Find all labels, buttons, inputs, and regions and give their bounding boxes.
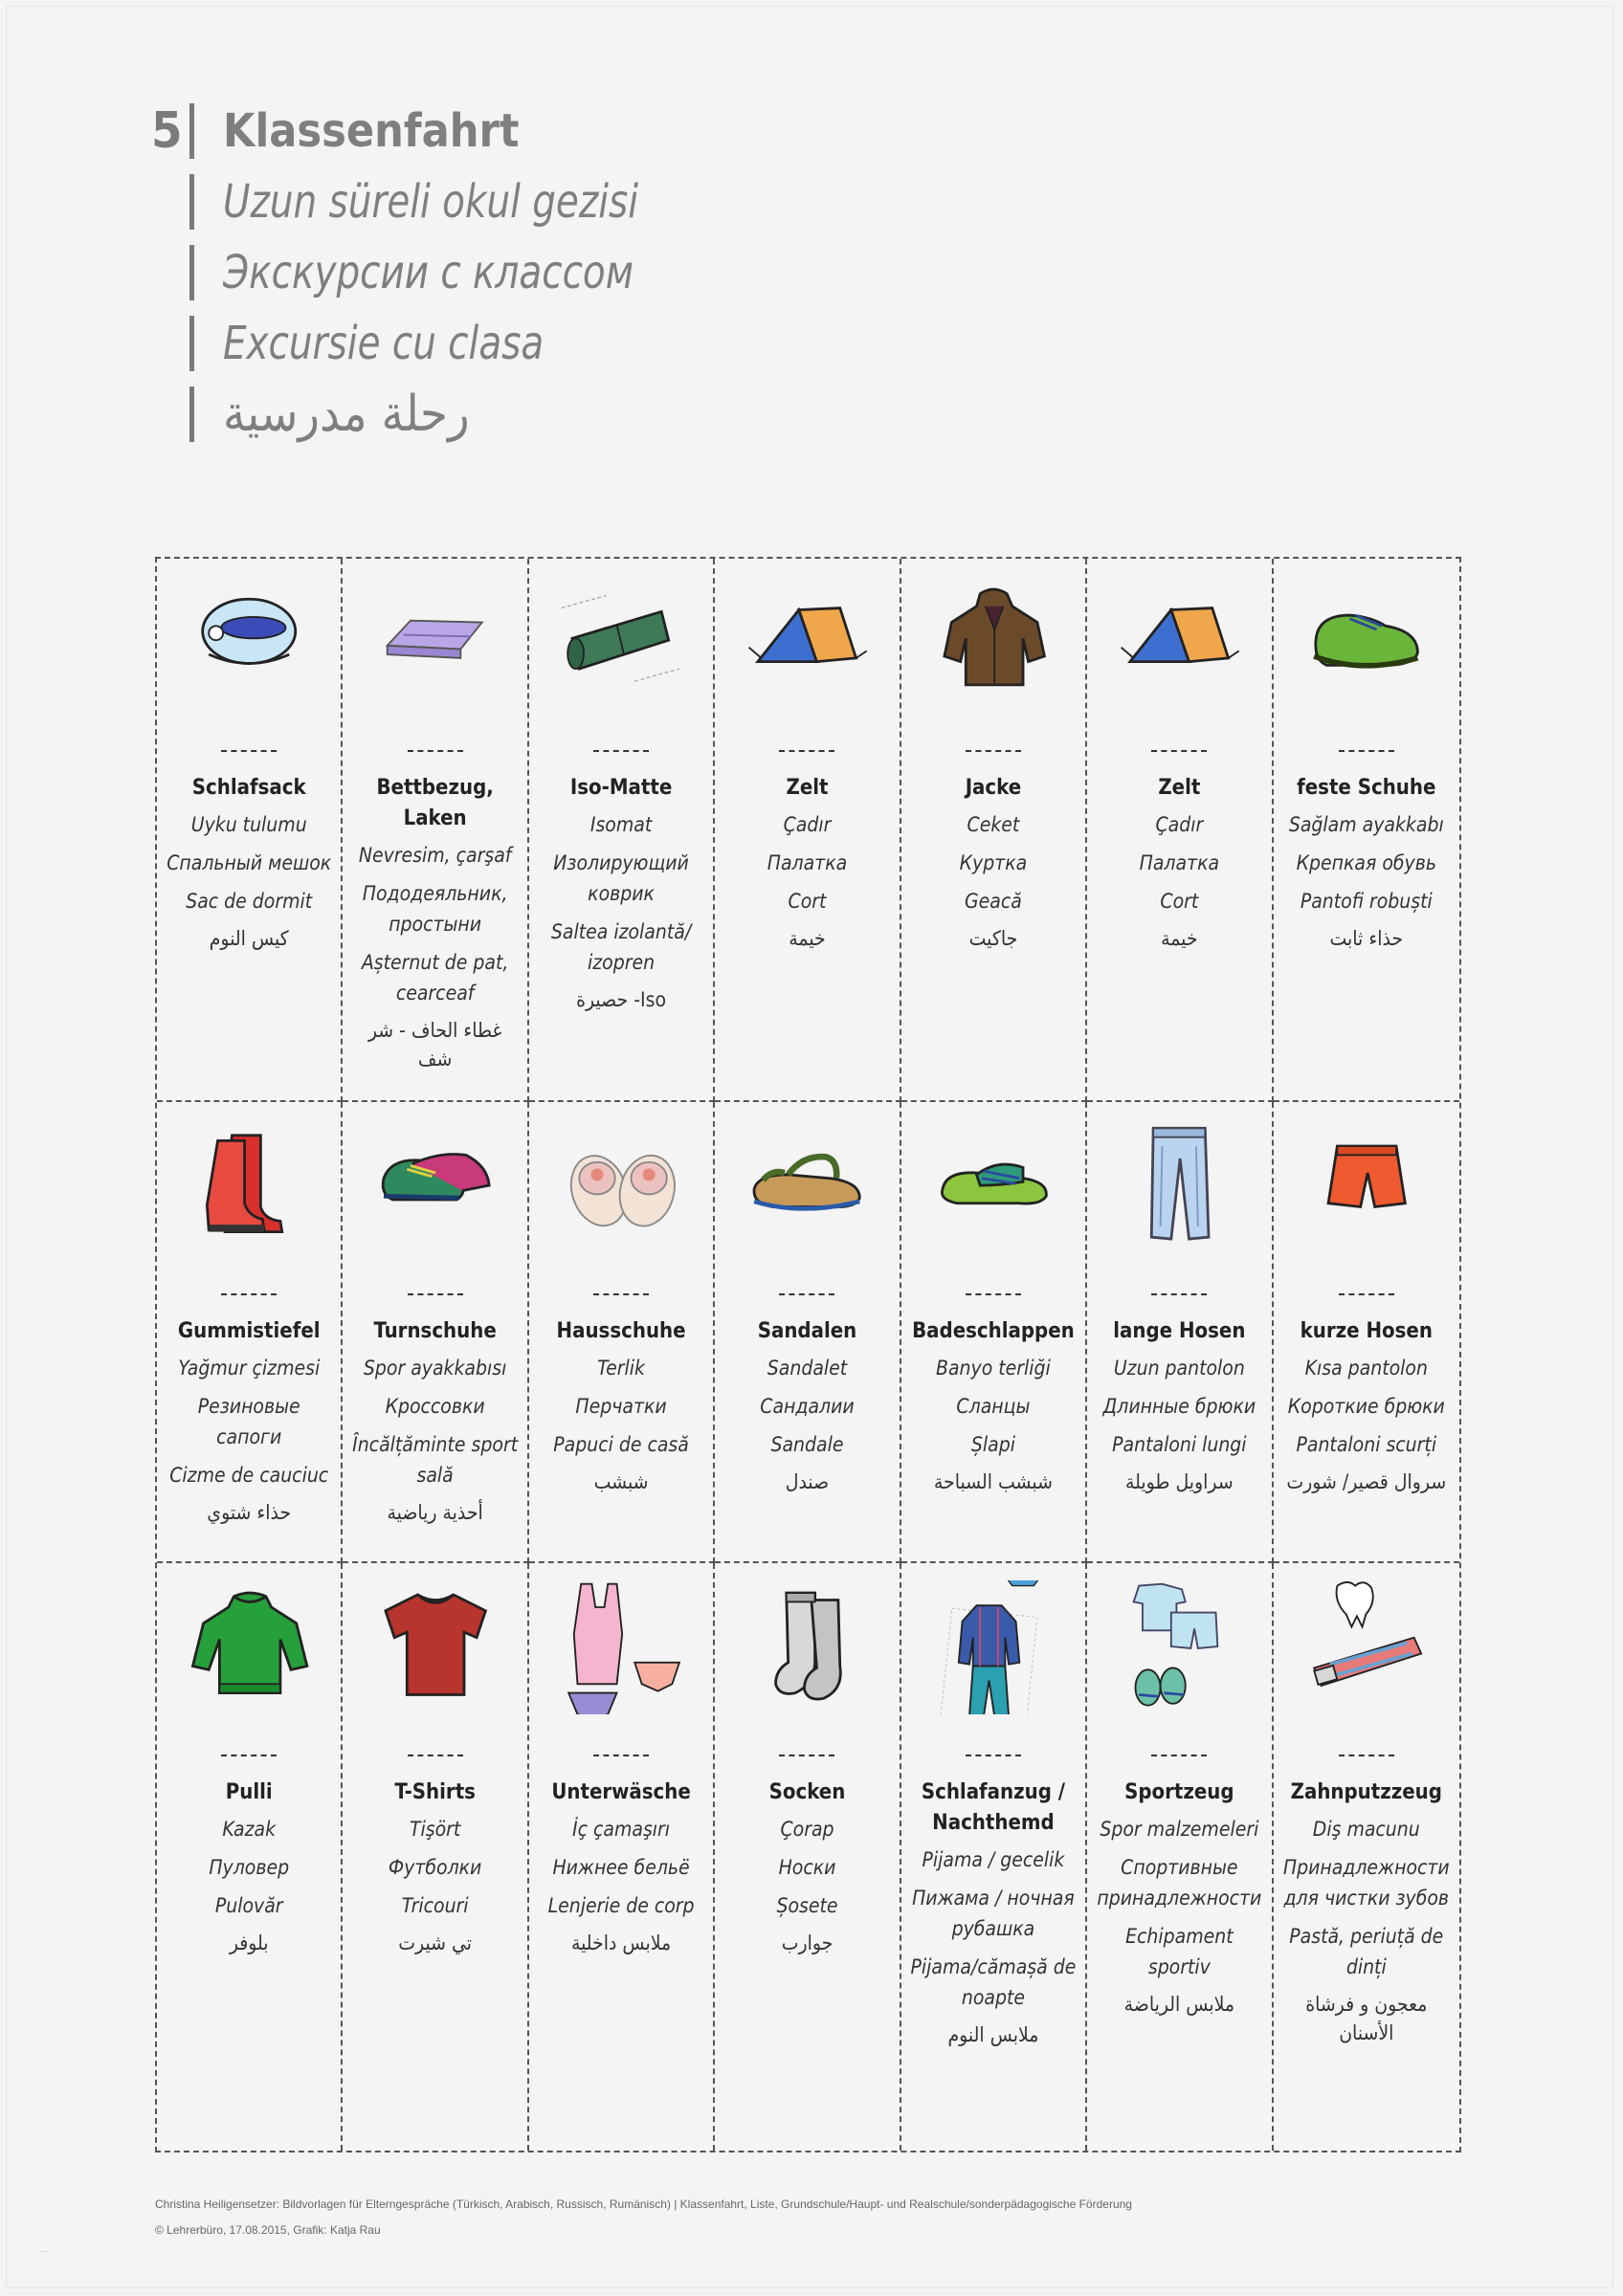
word-turkish: Sağlam ayakkabı: [1288, 813, 1444, 836]
vocab-card: [157, 1102, 343, 1563]
word-german: Zelt: [1158, 776, 1201, 800]
sleeping-bag-icon: [157, 576, 341, 710]
word-russian: Носки: [778, 1856, 836, 1879]
title-turkish-line: [151, 166, 684, 237]
vocab-card: [1274, 1563, 1459, 2151]
title-main-line: [151, 96, 684, 166]
cut-mark: [1151, 1755, 1207, 1756]
word-german: Iso-Matte: [569, 776, 673, 800]
word-arabic: جوارب: [781, 1932, 834, 1954]
corner-mark: ·····: [36, 2246, 53, 2257]
page-footer: [155, 2192, 1132, 2243]
word-turkish: Kazak: [222, 1818, 277, 1841]
vocab-card: [901, 559, 1087, 1102]
sneakers-icon: [343, 1119, 526, 1253]
sleeping-mat-icon: [529, 576, 713, 710]
word-turkish: Spor malzemeleri: [1100, 1818, 1259, 1841]
word-russian: Кроссовки: [385, 1395, 485, 1418]
word-arabic: ملابس الرياضة: [1123, 1993, 1235, 2016]
word-arabic: أحذية رياضية: [387, 1501, 483, 1524]
word-turkish: Sandalet: [767, 1357, 848, 1380]
word-russian: Пододеяльник, простыни: [362, 882, 508, 936]
word-arabic: Iso- حصيرة: [576, 988, 666, 1011]
footer-copyright: © Lehrerbüro, 17.08.2015, Grafik: Katja Rau: [155, 2223, 381, 2237]
cut-mark: [593, 1755, 649, 1756]
translations: [721, 1316, 893, 1496]
word-romanian: Lenjerie de corp: [547, 1894, 695, 1917]
word-russian: Спортивные принадлежности: [1097, 1856, 1262, 1910]
translations: [1093, 1777, 1265, 2019]
word-arabic: جاكيت: [968, 927, 1018, 950]
word-russian: Палатка: [1139, 851, 1220, 874]
underwear-icon: [529, 1580, 713, 1714]
title-russian: Экскурсии с классом: [223, 246, 634, 299]
sweater-icon: [157, 1580, 341, 1714]
title-divider: [189, 103, 194, 159]
word-romanian: Geacă: [965, 890, 1022, 913]
vocab-card: [157, 559, 343, 1102]
word-romanian: Tricouri: [401, 1894, 469, 1917]
vocab-card: [715, 559, 900, 1102]
word-german: Badeschlappen: [912, 1319, 1075, 1343]
t-shirt-icon: [343, 1580, 526, 1714]
bath-slippers-icon: [901, 1119, 1085, 1253]
word-turkish: Diş macunu: [1312, 1818, 1420, 1841]
vocab-card: [343, 1102, 528, 1563]
vocab-card: [1087, 559, 1273, 1102]
word-german: Bettbezug, Laken: [376, 776, 494, 830]
cut-mark: [1151, 1293, 1207, 1295]
word-german: Socken: [768, 1780, 846, 1804]
word-russian: Длинные брюки: [1102, 1395, 1256, 1418]
word-romanian: Pastă, periuță de dinți: [1289, 1925, 1444, 1978]
word-arabic: سراويل طويلة: [1125, 1470, 1234, 1493]
vocab-card: [901, 1102, 1087, 1563]
cut-mark: [408, 1755, 463, 1756]
vocab-card: [715, 1563, 900, 2151]
slippers-icon: [529, 1119, 713, 1253]
word-arabic: كيس النوم: [209, 927, 289, 950]
word-russian: Резиновые сапоги: [197, 1395, 300, 1448]
word-turkish: Çorap: [780, 1818, 834, 1841]
word-russian: Нижнее бельё: [552, 1856, 690, 1879]
word-romanian: Pantaloni scurți: [1296, 1433, 1437, 1456]
word-russian: Пуловер: [209, 1856, 290, 1879]
word-romanian: Sac de dormit: [186, 890, 313, 913]
word-romanian: Încălțăminte sport sală: [352, 1433, 519, 1487]
word-german: Jacke: [965, 776, 1022, 800]
word-turkish: Kısa pantolon: [1304, 1357, 1428, 1380]
vocab-card: [157, 1563, 343, 2151]
vocab-card: [343, 559, 528, 1102]
title-divider: [189, 245, 194, 300]
translations: [907, 1777, 1079, 2049]
title-arabic-line: [151, 379, 684, 450]
vocab-card: [1274, 559, 1459, 1102]
word-arabic: ملابس النوم: [947, 2023, 1039, 2046]
translations: [1279, 1316, 1454, 1496]
sandals-icon: [715, 1119, 899, 1253]
cut-mark: [593, 750, 649, 752]
word-arabic: صندل: [785, 1470, 830, 1493]
title-turkish: Uzun süreli okul gezisi: [223, 175, 639, 229]
translations: [163, 773, 335, 953]
word-turkish: Çadır: [783, 813, 832, 836]
long-trousers-icon: [1087, 1119, 1271, 1253]
word-arabic: ملابس داخلية: [570, 1932, 672, 1954]
cut-mark: [966, 1755, 1021, 1756]
title-russian-line: [151, 237, 684, 308]
word-romanian: Cizme de cauciuc: [169, 1464, 329, 1487]
word-german: Schlafsack: [191, 776, 306, 800]
translations: [721, 773, 893, 953]
vocab-card: [529, 559, 715, 1102]
rubber-boots-icon: [157, 1119, 341, 1253]
word-arabic: معجون و فرشاة الأسنان: [1305, 1993, 1428, 2044]
cut-mark: [221, 1293, 277, 1295]
word-turkish: Uyku tulumu: [190, 813, 307, 836]
translations: [1093, 1316, 1265, 1496]
vocab-card: [1087, 1102, 1273, 1563]
cut-mark: [779, 1293, 834, 1295]
sportswear-icon: [1087, 1580, 1271, 1714]
word-russian: Изолирующий коврик: [553, 851, 689, 905]
word-arabic: حذاء شتوي: [207, 1501, 292, 1524]
word-turkish: Spor ayakkabısı: [363, 1357, 507, 1380]
word-turkish: Yağmur çizmesi: [178, 1357, 321, 1380]
sturdy-shoes-icon: [1274, 576, 1459, 710]
word-german: Hausschuhe: [556, 1319, 686, 1343]
vocab-card: [1274, 1102, 1459, 1563]
word-turkish: Nevresim, çarşaf: [358, 844, 512, 867]
title-romanian-line: [151, 308, 684, 379]
title-divider: [189, 316, 194, 371]
word-turkish: Pijama / gecelik: [922, 1848, 1065, 1871]
translations: [348, 1316, 521, 1527]
toothbrush-kit-icon: [1274, 1580, 1459, 1714]
translations: [907, 773, 1079, 953]
word-russian: Перчатки: [575, 1395, 667, 1418]
word-turkish: Isomat: [589, 813, 653, 836]
vocab-card: [901, 1563, 1087, 2151]
word-turkish: Çadır: [1155, 813, 1204, 836]
word-german: Sandalen: [757, 1319, 857, 1343]
cut-mark: [1339, 1755, 1394, 1756]
word-german: Zahnputzzeug: [1290, 1780, 1442, 1804]
word-russian: Пижама / ночная рубашка: [912, 1887, 1075, 1940]
word-romanian: Șlapi: [970, 1433, 1015, 1456]
word-turkish: Banyo terliği: [936, 1357, 1051, 1380]
word-arabic: خيمة: [789, 927, 826, 950]
word-romanian: Pantaloni lungi: [1112, 1433, 1247, 1456]
word-romanian: Pulovăr: [214, 1894, 283, 1917]
word-arabic: شبشب: [593, 1470, 649, 1493]
vocab-card: [1087, 1563, 1273, 2151]
tent-icon: [1087, 576, 1271, 710]
word-turkish: İç çamaşırı: [572, 1818, 671, 1841]
word-german: Sportzeug: [1124, 1780, 1234, 1804]
word-german: Schlafanzug / Nachthemd: [921, 1780, 1065, 1835]
word-russian: Крепкая обувь: [1296, 851, 1436, 874]
word-romanian: Pantofi robuști: [1300, 890, 1433, 913]
cut-mark: [1339, 1293, 1394, 1295]
cut-mark: [779, 750, 834, 752]
word-german: Gummistiefel: [177, 1319, 321, 1343]
word-german: lange Hosen: [1113, 1319, 1246, 1343]
word-romanian: Sandale: [770, 1433, 844, 1456]
vocab-card: [343, 1563, 528, 2151]
page-title: Klassenfahrt: [223, 104, 520, 158]
cut-mark: [221, 750, 277, 752]
title-divider: [189, 174, 194, 230]
word-russian: Куртка: [959, 851, 1028, 874]
word-russian: Палатка: [767, 851, 848, 874]
word-russian: Принадлежности для чистки зубов: [1282, 1856, 1450, 1910]
vocab-card: [715, 1102, 900, 1563]
vocabulary-grid: [155, 557, 1461, 2152]
cut-mark: [221, 1755, 277, 1756]
section-number: 5: [151, 102, 183, 160]
word-russian: Футболки: [388, 1856, 482, 1879]
translations: [1279, 1777, 1454, 2047]
translations: [535, 1316, 707, 1496]
word-romanian: Saltea izolantă/ izopren: [550, 920, 692, 974]
word-german: Turnschuhe: [373, 1319, 497, 1343]
word-german: kurze Hosen: [1300, 1319, 1433, 1343]
page-header: [151, 96, 684, 450]
footer-credits: Christina Heiligensetzer: Bildvorlagen für Elterngespräche (Türkisch, Arabisch, Russisch, Rumänisch) | Klassenfahrt, Liste, Grundschule/Haupt- und Realschule/sonderpädagogische Förderung: [155, 2197, 1132, 2211]
title-divider: [189, 386, 194, 442]
bed-linen-icon: [343, 576, 526, 710]
translations: [1093, 773, 1265, 953]
cut-mark: [1151, 750, 1207, 752]
cut-mark: [593, 1293, 649, 1295]
title-arabic: رحلة مدرسية: [223, 386, 470, 443]
word-arabic: خيمة: [1161, 927, 1198, 950]
word-turkish: Ceket: [967, 813, 1020, 836]
word-german: feste Schuhe: [1297, 776, 1436, 800]
word-turkish: Uzun pantolon: [1113, 1357, 1245, 1380]
cut-mark: [408, 750, 463, 752]
word-romanian: Pijama/cămașă de noapte: [910, 1955, 1077, 2009]
title-romanian: Excursie cu clasa: [223, 317, 545, 370]
word-german: Zelt: [786, 776, 829, 800]
translations: [163, 1777, 335, 1957]
word-romanian: Echipament sportiv: [1125, 1925, 1234, 1978]
cut-mark: [1339, 750, 1394, 752]
cut-mark: [408, 1293, 463, 1295]
word-russian: Спальный мешок: [167, 851, 332, 874]
word-german: Pulli: [225, 1780, 273, 1804]
word-romanian: Cort: [1160, 890, 1199, 913]
translations: [535, 773, 707, 1014]
translations: [721, 1777, 893, 1957]
cut-mark: [966, 750, 1021, 752]
word-arabic: غطاء الحاف - شر شف: [367, 1019, 502, 1071]
cut-mark: [966, 1293, 1021, 1295]
word-arabic: شبشب السباحة: [933, 1470, 1053, 1493]
word-turkish: Tişört: [409, 1818, 461, 1841]
word-russian: Короткие брюки: [1287, 1395, 1445, 1418]
vocab-card: [529, 1102, 715, 1563]
vocab-card: [529, 1563, 715, 2151]
word-russian: Сланцы: [956, 1395, 1031, 1418]
word-arabic: بلوفر: [229, 1932, 269, 1954]
tent-icon: [715, 576, 899, 710]
jacket-icon: [901, 576, 1085, 710]
word-romanian: Papuci de casă: [553, 1433, 689, 1456]
translations: [535, 1777, 707, 1957]
word-arabic: حذاء ثابت: [1329, 927, 1404, 950]
shorts-icon: [1274, 1119, 1459, 1253]
word-arabic: سروال قصير/ شورت: [1286, 1470, 1447, 1493]
translations: [348, 773, 521, 1073]
socks-icon: [715, 1580, 899, 1714]
translations: [163, 1316, 335, 1527]
cut-mark: [779, 1755, 834, 1756]
word-romanian: Șosete: [776, 1894, 838, 1917]
translations: [1279, 773, 1454, 953]
pajamas-icon: [901, 1580, 1085, 1714]
word-german: Unterwäsche: [551, 1780, 691, 1804]
word-russian: Сандалии: [760, 1395, 855, 1418]
word-german: T-Shirts: [394, 1780, 476, 1804]
translations: [348, 1777, 521, 1957]
word-romanian: Așternut de pat, cearceaf: [361, 951, 509, 1004]
word-turkish: Terlik: [597, 1357, 645, 1380]
translations: [907, 1316, 1079, 1496]
word-arabic: تي شيرت: [398, 1932, 473, 1954]
word-romanian: Cort: [788, 890, 827, 913]
